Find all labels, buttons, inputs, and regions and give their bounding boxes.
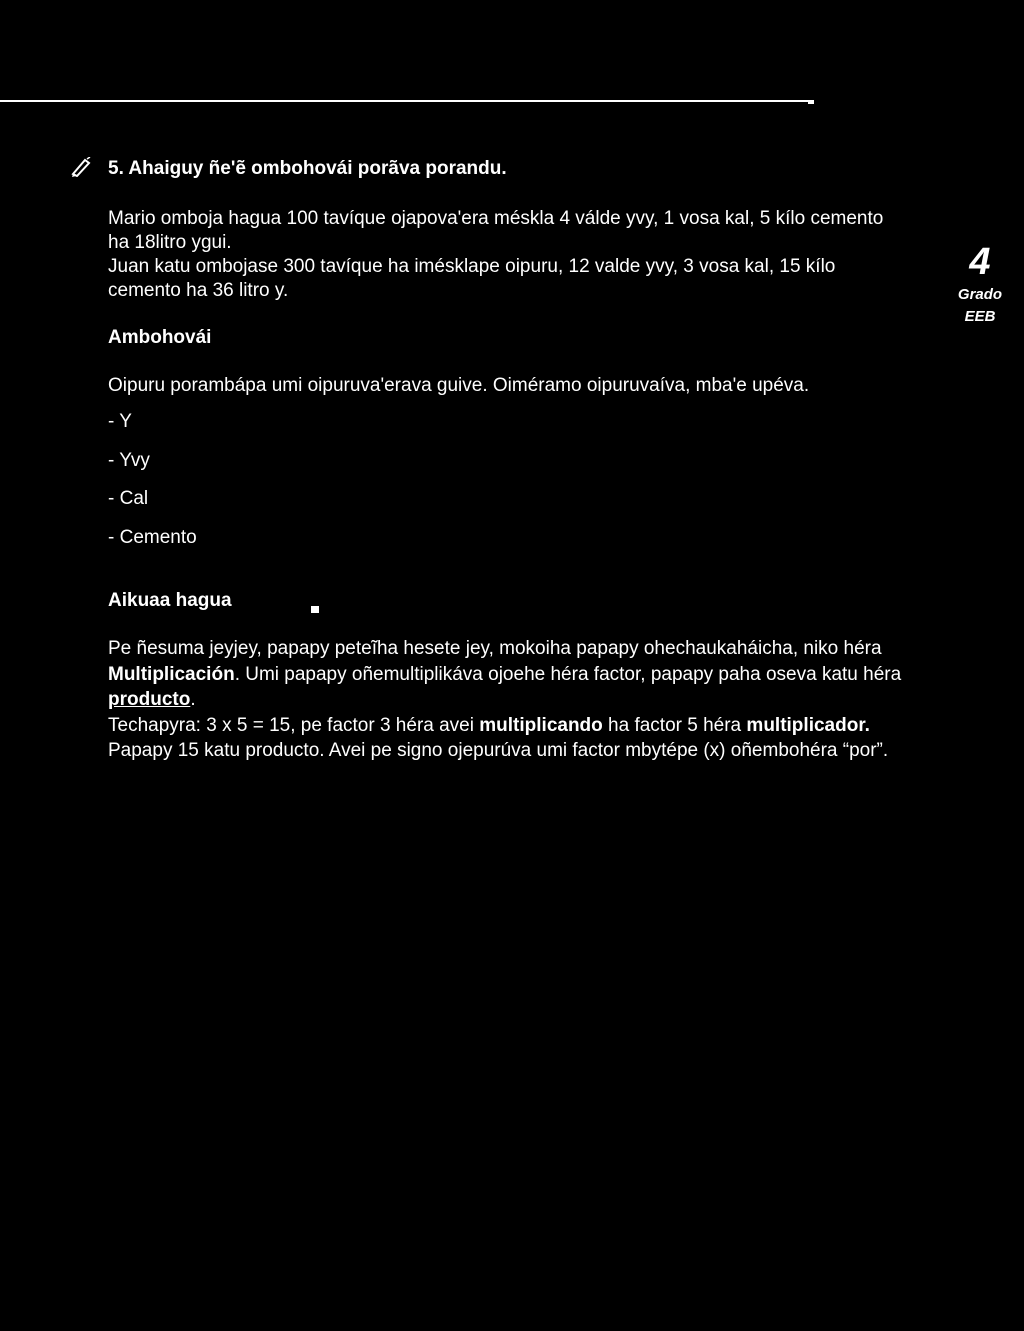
- list-item: - Y: [108, 411, 132, 432]
- term-multiplicacion: Multiplicación: [108, 663, 235, 685]
- answers-heading: Ambohovái: [108, 327, 212, 348]
- question-title: 5. Ahaiguy ñe'ẽ ombohovái porãva porandu.: [108, 158, 507, 179]
- learn-text: . Umi papapy oñemultiplikáva ojoehe héra factor, papapy paha oseva katu héra: [234, 663, 902, 685]
- grade-badge: [950, 240, 1010, 328]
- learn-heading: Aikuaa hagua: [108, 590, 232, 611]
- learn-example: Techapyra: 3 x 5 = 15, pe factor 3 héra avei: [108, 714, 480, 736]
- list-item: - Cemento: [108, 527, 197, 549]
- learn-text: Papapy 15 katu producto. Avei pe signo ojepurúva umi factor mbytépe (x) oñembohéra “por”.: [108, 740, 889, 761]
- question-paragraph-mario: Mario omboja hagua 100 tavíque ojapova'era méskla 4 válde yvy, 1 vosa kal, 5 kílo cemento ha 18litro ygui.: [108, 208, 884, 253]
- pencil-icon: [70, 157, 92, 177]
- learn-text: .: [190, 689, 196, 710]
- answers-intro: Oipuru porambápa umi oipuruva'erava guive. Oiméramo oipuruvaíva, mba'e upéva.: [108, 375, 810, 396]
- question-paragraph-juan: Juan katu ombojase 300 tavíque ha imésklape oipuru, 12 valde yvy, 3 vosa kal, 15 kílo cemento ha 36 litro y.: [108, 256, 836, 301]
- term-multiplicando: multiplicando: [479, 714, 603, 736]
- term-multiplicador: multiplicador.: [746, 714, 870, 736]
- term-producto: producto: [108, 689, 191, 710]
- heading-dash-mark: [311, 606, 319, 613]
- learn-text: ha factor 5 héra: [602, 714, 747, 736]
- learn-text: Pe ñesuma jeyjey, papapy peteĩha hesete jey, mokoiha papapy ohechaukaháicha, niko héra: [108, 638, 882, 659]
- materials-list: [108, 410, 197, 565]
- top-rule: [0, 100, 812, 102]
- list-item: - Yvy: [108, 449, 150, 471]
- grade-label: Grado: [957, 286, 1003, 303]
- grade-level: EEB: [964, 308, 996, 325]
- top-rule-end-mark: [808, 100, 814, 104]
- list-item: - Cal: [108, 488, 149, 510]
- learn-paragraph: [108, 636, 938, 764]
- grade-number: 4: [969, 241, 991, 283]
